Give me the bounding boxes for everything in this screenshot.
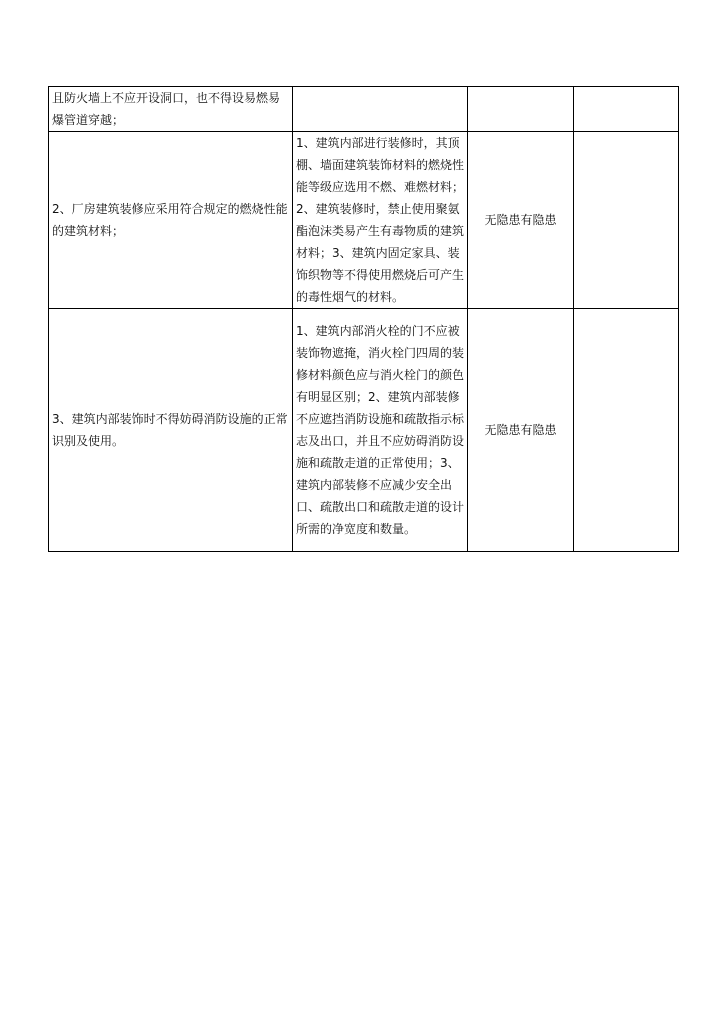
- standard-cell: 1、建筑内部进行装修时，其顶棚、墙面建筑装饰材料的燃烧性能等级应选用不燃、难燃材料；2、建筑装修时，禁止使用聚氨酯泡沫类易产生有毒物质的建筑材料；3、建筑内固定家具、装饰织物等不得使用燃烧后可产生的毒性烟气的材料。: [293, 132, 468, 309]
- result-cell: 无隐患有隐患: [468, 309, 574, 552]
- result-cell: [468, 87, 574, 132]
- table-row: [49, 87, 679, 132]
- note-cell: [574, 309, 679, 552]
- standard-cell: [293, 87, 468, 132]
- table-row: [49, 309, 679, 552]
- table-row: [49, 132, 679, 309]
- item-cell: 且防火墙上不应开设洞口，也不得设易燃易爆管道穿越；: [49, 87, 293, 132]
- inspection-table: [48, 86, 679, 552]
- note-cell: [574, 132, 679, 309]
- item-cell: 3、建筑内部装饰时不得妨碍消防设施的正常识别及使用。: [49, 309, 293, 552]
- standard-cell: 1、建筑内部消火栓的门不应被装饰物遮掩，消火栓门四周的装修材料颜色应与消火栓门的颜色有明显区别；2、建筑内部装修不应遮挡消防设施和疏散指示标志及出口，并且不应妨碍消防设施和疏散走道的正常使用；3、建筑内部装修不应减少安全出口、疏散出口和疏散走道的设计所需的净宽度和数量。: [293, 309, 468, 552]
- result-cell: 无隐患有隐患: [468, 132, 574, 309]
- note-cell: [574, 87, 679, 132]
- item-cell: 2、厂房建筑装修应采用符合规定的燃烧性能的建筑材料；: [49, 132, 293, 309]
